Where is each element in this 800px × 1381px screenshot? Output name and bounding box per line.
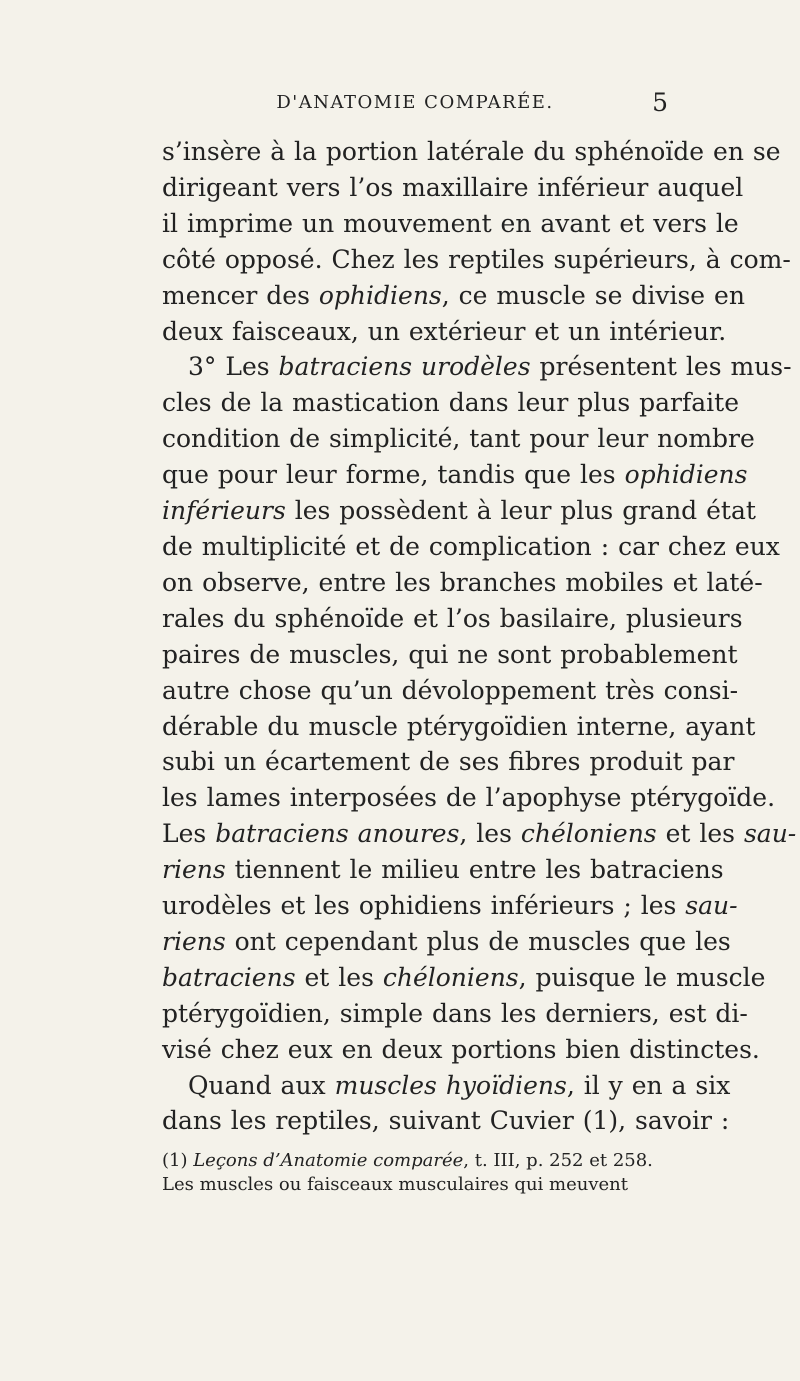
text-line-13: on observe, entre les branches mobiles et laté- <box>162 567 763 597</box>
text-line-26: visé chez eux en deux portions bien distinctes. <box>162 1034 760 1064</box>
text-line-1: s’insère à la portion latérale du sphénoïde en se <box>162 137 781 166</box>
text-line-3: il imprime un mouvement en avant et vers le <box>162 208 739 238</box>
text-line-7: 3° Les batraciens urodèles présentent les mus- <box>188 352 792 382</box>
text-line-9: condition de simplicité, tant pour leur nombre <box>162 424 755 454</box>
text-line-21: riens tiennent le milieu entre les batraciens <box>162 855 724 885</box>
text-line-4: côté opposé. Chez les reptiles supérieurs, à com- <box>162 244 791 274</box>
text-line-25: ptérygoïdien, simple dans les derniers, est di- <box>162 998 748 1028</box>
main-text <box>162 134 797 1139</box>
page-header <box>162 88 668 126</box>
text-line-17: dérable du muscle ptérygoïdien interne, ayant <box>162 711 756 741</box>
text-line-6: deux faisceaux, un extérieur et un intérieur. <box>162 316 727 346</box>
text-line-19: les lames interposées de l’apophyse ptérygoïde. <box>162 783 776 813</box>
text-line-22: urodèles et les ophidiens inférieurs ; les sau- <box>162 891 738 921</box>
text-line-16: autre chose qu’un dévoloppement très consi- <box>162 675 739 705</box>
text-line-14: rales du sphénoïde et l’os basilaire, plusieurs <box>162 603 743 633</box>
text-line-11: inférieurs les possèdent à leur plus grand état <box>162 496 756 526</box>
text-line-27: Quand aux muscles hyoïdiens, il y en a six <box>188 1070 731 1100</box>
running-head: D'ANATOMIE COMPARÉE. <box>276 92 554 113</box>
text-line-20: Les batraciens anoures, les chéloniens et les sau- <box>162 819 797 849</box>
text-line-5: mencer des ophidiens, ce muscle se divise en <box>162 280 745 310</box>
text-line-15: paires de muscles, qui ne sont probablement <box>162 639 738 669</box>
text-line-28: dans les reptiles, suivant Cuvier (1), savoir : <box>162 1106 730 1136</box>
text-line-2: dirigeant vers l’os maxillaire inférieur auquel <box>162 172 744 202</box>
page-number: 5 <box>652 88 668 117</box>
text-line-12: de multiplicité et de complication : car chez eux <box>162 531 780 561</box>
footnote-line-1: (1) Leçons d’Anatomie comparée, t. III, p. 252 et 258. <box>162 1150 653 1172</box>
footnote <box>162 1149 668 1197</box>
text-line-23: riens ont cependant plus de muscles que les <box>162 926 731 956</box>
footnote-line-2: Les muscles ou faisceaux musculaires qui meuvent <box>162 1174 628 1196</box>
text-line-8: cles de la mastication dans leur plus parfaite <box>162 388 739 418</box>
text-line-24: batraciens et les chéloniens, puisque le muscle <box>162 962 766 992</box>
text-line-18: subi un écartement de ses fibres produit par <box>162 747 735 777</box>
text-line-10: que pour leur forme, tandis que les ophidiens <box>162 460 748 490</box>
